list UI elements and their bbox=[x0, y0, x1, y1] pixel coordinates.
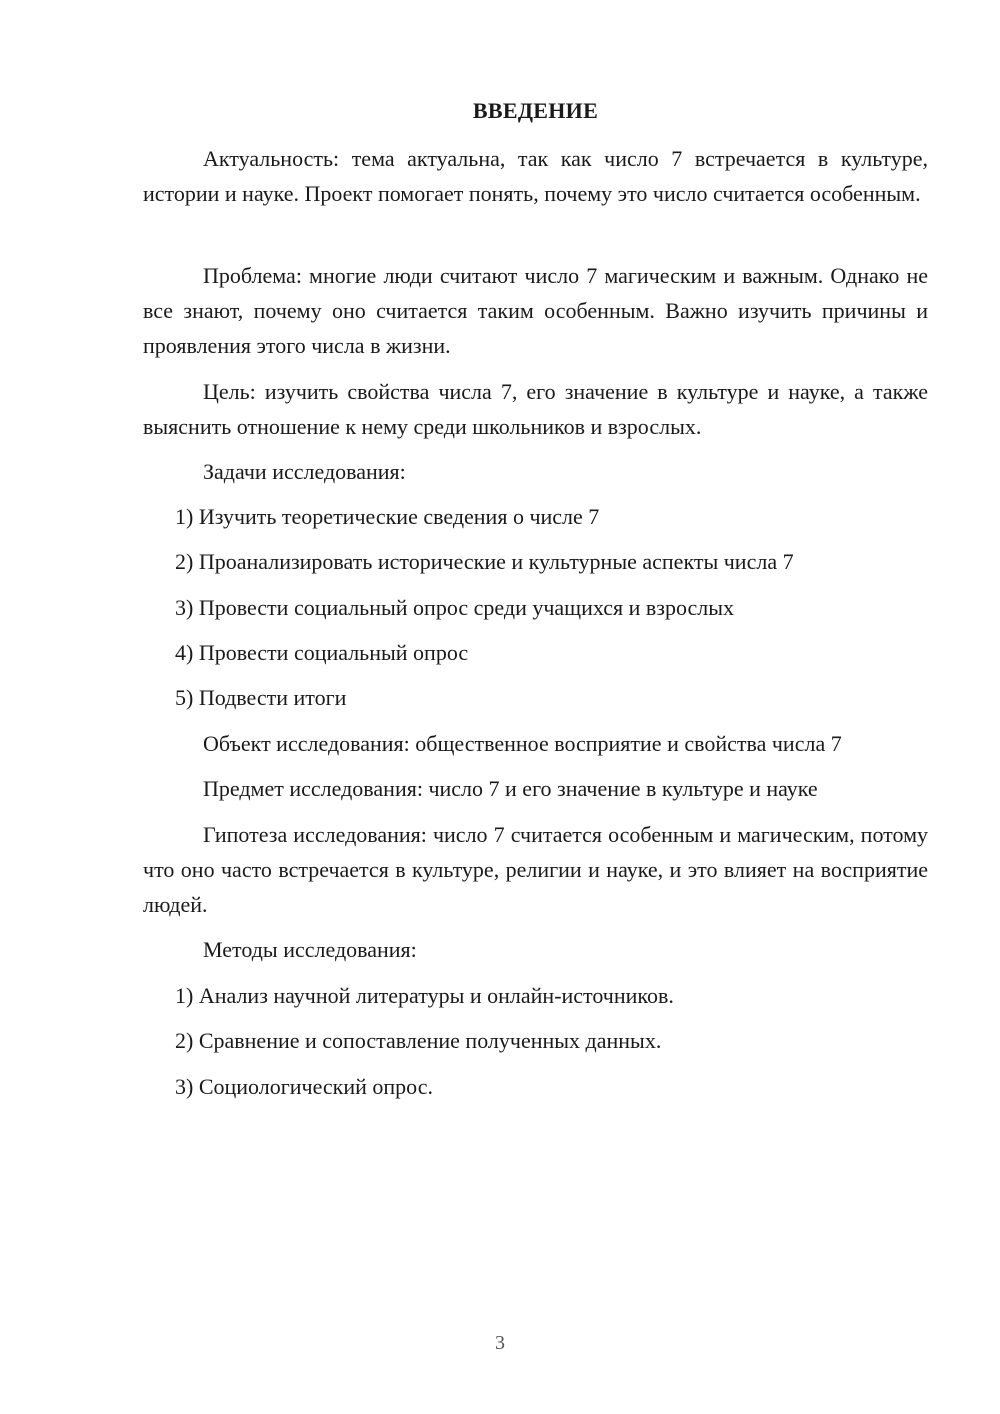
hypothesis-paragraph: Гипотеза исследования: число 7 считается особенным и магическим, потому что оно часто встречается в культуре, религии и науке, и это влияет на восприятие людей. bbox=[143, 822, 928, 917]
task-item: 1) Изучить теоретические сведения о числе 7 bbox=[175, 504, 600, 529]
task-item: 4) Провести социальный опрос bbox=[175, 640, 469, 665]
method-item: 1) Анализ научной литературы и онлайн-источников. bbox=[175, 983, 674, 1008]
object-line: Объект исследования: общественное восприятие и свойства числа 7 bbox=[203, 731, 842, 756]
problem-paragraph: Проблема: многие люди считают число 7 магическим и важным. Однако не все знают, почему оно считается таким особенным. Важно изучить причины и проявления этого числа в жизни. bbox=[143, 263, 928, 358]
goal-paragraph: Цель: изучить свойства числа 7, его значение в культуре и науке, а также выяснить отношение к нему среди школьников и взрослых. bbox=[143, 379, 928, 439]
relevance-paragraph: Актуальность: тема актуальна, так как число 7 встречается в культуре, истории и науке. Проект помогает понять, почему это число считается особенным. bbox=[143, 146, 928, 206]
task-item: 5) Подвести итоги bbox=[175, 685, 347, 710]
page-title: ВВЕДЕНИЕ bbox=[472, 98, 599, 123]
method-item: 2) Сравнение и сопоставление полученных данных. bbox=[175, 1028, 662, 1053]
task-item: 3) Провести социальный опрос среди учащихся и взрослых bbox=[175, 595, 735, 620]
methods-heading: Методы исследования: bbox=[203, 937, 417, 962]
tasks-heading: Задачи исследования: bbox=[203, 459, 406, 484]
subject-line: Предмет исследования: число 7 и его значение в культуре и науке bbox=[203, 776, 818, 801]
page-number: 3 bbox=[495, 1332, 505, 1354]
task-item: 2) Проанализировать исторические и культурные аспекты числа 7 bbox=[175, 549, 794, 574]
method-item: 3) Социологический опрос. bbox=[175, 1074, 433, 1099]
